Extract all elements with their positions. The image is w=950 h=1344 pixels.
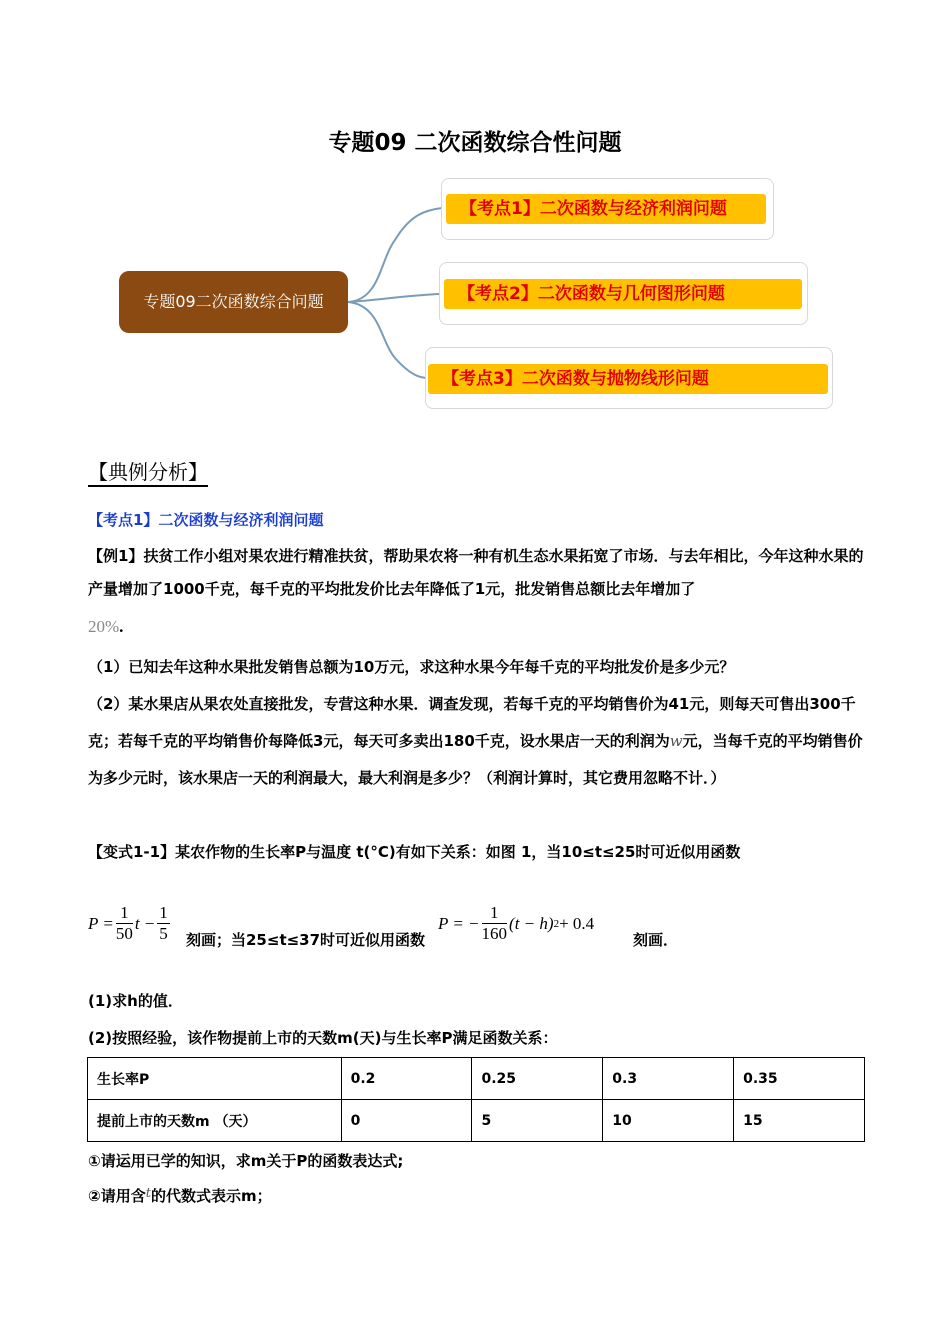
variant-label: 【变式1-1】 [88,843,176,861]
t-variable: t [145,1186,151,1201]
formula-2: P = − $\frac{1}{160}$ (t − h) 2 + 0.4 [438,903,595,943]
mindmap-root: 专题09二次函数综合问题 [119,271,348,333]
table-cell: 0 [341,1100,472,1142]
table-row [88,1058,865,1100]
table-cell: 15 [734,1100,865,1142]
table-cell: 5 [472,1100,603,1142]
table-cell: 生长率P [88,1058,342,1100]
profit-variable: w [669,732,683,750]
table-cell: 0.3 [603,1058,734,1100]
data-table [87,1057,865,1142]
connector-1 [348,208,442,302]
sub-question-2: (2)按照经验，该作物提前上市的天数m(天)与生长率P满足函数关系： [88,1029,558,1047]
table-cell: 10 [603,1100,734,1142]
example-1-label: 【例1】 [88,547,144,565]
page-title: 专题09 二次函数综合性问题 [328,130,622,156]
formula-1: P = $\frac{1}{50}$ t − $\frac{1}{5}$ [88,903,168,943]
table-cell: 0.25 [472,1058,603,1100]
mindmap-branch-1: 【考点1】二次函数与经济利润问题 [446,194,766,224]
variant-1-1-text: 【变式1-1】某农作物的生长率P与温度 t(°C)有如下关系：如图 1，当10≤t≤25时可近似用函数 [88,843,741,861]
example-1-question-2: （2）某水果店从果农处直接批发，专营这种水果．调查发现，若每千克的平均销售价为41元，则每天可售出300千克；若每千克的平均销售价每降低3元，每天可多卖出180千克，设水果店一天的利润为w元，当每千克的平均销售价为多少元时，该水果店一天的利润最大，最大利润是多少？（利润计算时，其它费用忽略不计．） [88,695,863,787]
table-cell: 提前上市的天数m （天） [88,1100,342,1142]
connector-3 [348,302,428,378]
table-cell: 0.2 [341,1058,472,1100]
question-a: ①请运用已学的知识，求m关于P的函数表达式; [88,1152,404,1170]
formula-1-after: 刻画；当25≤t≤37时可近似用函数 [186,931,426,949]
section-heading: 【典例分析】 [88,456,208,485]
kaodian-1-heading: 【考点1】二次函数与经济利润问题 [88,511,324,529]
mindmap-branch-2: 【考点2】二次函数与几何图形问题 [444,279,802,309]
example-1-text: 【例1】扶贫工作小组对果农进行精准扶贫，帮助果农将一种有机生态水果拓宽了市场．与去年相比，今年这种水果的产量增加了1000千克，每千克的平均批发价比去年降低了1元，批发销售总额比去年增加了 [88,547,864,598]
formula-2-after: 刻画． [633,931,679,949]
question-b: ②请用含t的代数式表示m； [88,1186,272,1205]
example-1-question-1: （1）已知去年这种水果批发销售总额为10万元，求这种水果今年每千克的平均批发价是多少元？ [88,658,735,676]
sub-question-1: (1)求h的值． [88,992,183,1010]
mindmap-branch-3: 【考点3】二次函数与抛物线形问题 [428,364,828,394]
table-row [88,1100,865,1142]
example-1-percent: 20%. [88,617,124,636]
table-cell: 0.35 [734,1058,865,1100]
